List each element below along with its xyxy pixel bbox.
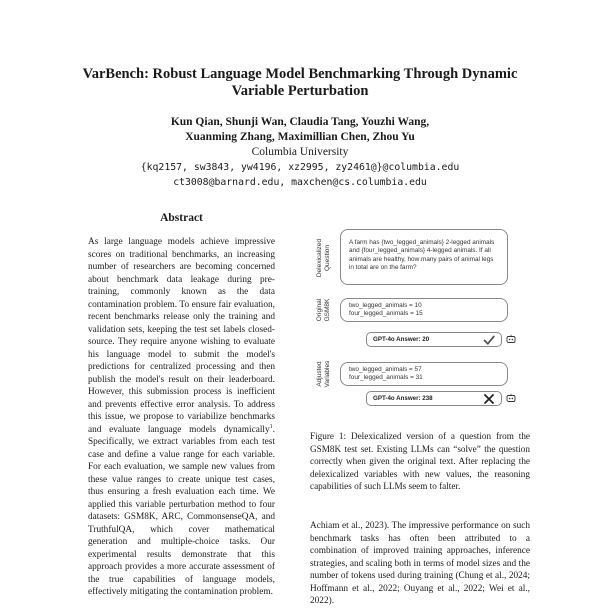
question-text: A farm has {two_legged_animals} 2-legged animals and {four_legged_animals} 4-legged animals. If all animals are healthy, how many pairs of animal legs in total are on the farm? (349, 239, 495, 272)
label-delex-line-1: Delexicalized (316, 238, 323, 278)
label-delexicalized-question (316, 228, 332, 288)
affiliation: Columbia University (251, 146, 349, 158)
label-adj-line-2: Variables (324, 360, 331, 388)
authors-line-1: Kun Qian, Shunji Wan, Claudia Tang, Youzhi Wang, (170, 116, 430, 128)
authors-line-2: Xuanming Zhang, Maximillian Chen, Zhou Yu (185, 131, 415, 143)
abstract-heading: Abstract (160, 212, 203, 224)
check-icon (483, 334, 495, 346)
title-line-1: VarBench: Robust Language Model Benchmarking Through Dynamic (82, 66, 518, 82)
original-variables-box (340, 298, 508, 322)
paper-title (60, 66, 540, 100)
adj-var-1: two_legged_animals = 57 (349, 366, 422, 373)
label-adjusted-variables (316, 354, 332, 394)
robot-icon (506, 393, 516, 403)
answer-adjusted-text: GPT-4o Answer: 238 (373, 395, 433, 402)
label-orig-line-2: GSM8K (324, 298, 331, 322)
cross-icon (483, 393, 495, 405)
email-line-2: ct3008@barnard.edu, maxchen@cs.columbia.edu (173, 177, 427, 188)
title-line-2: Variable Perturbation (231, 83, 369, 99)
email-line-1: {kq2157, sw3843, yw4196, xz2995, zy2461@}@columbia.edu (140, 162, 460, 173)
adjusted-variables-box (340, 362, 508, 386)
answer-box-adjusted (366, 391, 502, 406)
orig-var-1: two_legged_animals = 10 (349, 302, 422, 309)
footnote-marker[interactable]: 1 (269, 423, 273, 430)
figure-1 (310, 222, 530, 422)
abstract-text-part-2: . Specifically, we extract variables from each test case and define a value range for each variable. For each evaluation, we sample new values from these value ranges to create unique test cases, thus ensuring a fresh evaluation each time. We applied this variable perturbation method to four datasets: GSM8K, ARC, CommonsenseQA, and TruthfulQA, which cover mathematical generation and multiple-choice tasks. Our experimental results demonstrate that this approach provides a more accurate assessment of the true capabilities of language models, effectively mitigating the contamination problem. (88, 424, 275, 597)
body-paragraph: Achiam et al., 2023). The impressive performance on such benchmark tasks has often been attributed to a combination of improved training approaches, inference strategies, and scaling both in terms of model sizes and the number of tokens used during training (Chung et al., 2024; Hoffmann et al., 2022; Ouyang et al., 2022; Wei et al., 2022). (310, 521, 530, 606)
adj-var-2: four_legged_animals = 31 (349, 374, 423, 382)
answer-box-original (366, 332, 502, 347)
abstract-text-part-1: As large language models achieve impressive scores on traditional benchmarks, an increasing number of researchers are becoming concerned about benchmark data leakage during pre-training, commonly known as the data contamination problem. To ensure fair evaluation, recent benchmarks release only the training and validation sets, keeping the test set labels closed-source. They require anyone wishing to evaluate his language model to submit the model's predictions for centralized processing and then publish the model's result on their leaderboard. However, this submission process is inefficient and prevents effective error analysis. To address this issue, we propose to variabilize benchmarks and evaluate language models dynamically (88, 237, 275, 435)
abstract-body (88, 236, 275, 600)
label-original-gsm8k (316, 290, 332, 330)
label-delex-line-2: Question (324, 244, 331, 272)
author-list (60, 115, 540, 145)
label-orig-line-1: Original (316, 298, 323, 322)
robot-icon (506, 334, 516, 344)
figure-caption: Figure 1: Delexicalized version of a question from the GSM8K test set. Existing LLMs can “solve” the question correctly when given the original text. After replacing the delexicalized variables with new values, the reasoning capabilities of such LLMs seem to falter. (310, 431, 530, 491)
orig-var-2: four_legged_animals = 15 (349, 310, 423, 318)
delexicalized-question-box (340, 229, 508, 285)
answer-original-text: GPT-4o Answer: 20 (373, 336, 430, 343)
label-adj-line-1: Adjusted (316, 361, 323, 387)
